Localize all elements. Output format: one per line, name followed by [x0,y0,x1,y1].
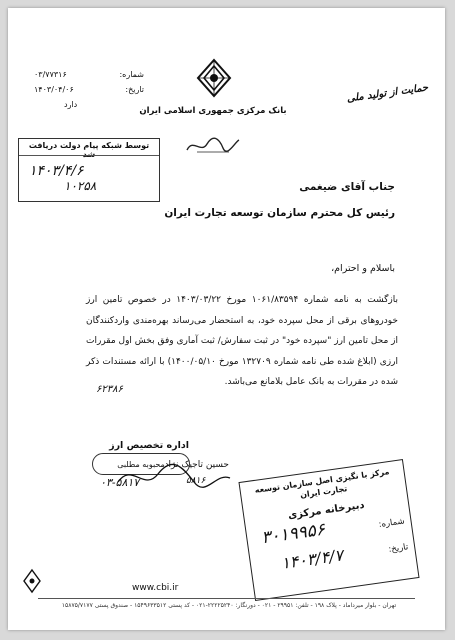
secretariat-number-label: شماره: [378,516,406,530]
secretariat-stamp-heading: مرکز با نگیزی اصل سازمان توسعه تجارت ایران [254,467,390,500]
signer-name: حسین تاجیک نژاد [164,460,229,470]
received-stamp-title: توسط شبکه پیام دولت دریافت شد [28,141,150,159]
secretariat-date: ۱۴۰۳/۴/۷ [279,545,345,573]
received-stamp-number: ۱۰۲۵۸ [64,179,97,193]
letter-attachment: دارد [64,100,78,109]
co-signer-hand-number: ۵۸۱۶ [186,476,206,486]
cbi-logo-icon [22,568,42,594]
letter-date: ۱۴۰۳/۰۴/۰۶ [34,85,74,94]
letter-page [8,8,445,630]
received-stamp-date: ۱۴۰۳/۴/۶ [29,163,84,179]
letter-body: بازگشت به نامه شماره ۱۰۶۱/۸۳۵۹۴ مورخ ۱۴۰۳/۰۳/۲۲ در خصوص تامین ارز خودروهای برقی از محل سپرده خود، به استحضار می‌رساند بهره‌مندی واردکنندگان از محل تامین ارز "سپرده خود" در ثبت سفارش/ ثبت آماری وفق بخش اول مقررات ارزی (ابلاغ شده طی نامه شماره ۱۳۲۷۰۹ مورخ ۱۴۰۰/۰۵/۱۰) با ارائه مستندات ذکر شده در مقررات به بانک عامل بلامانع می‌باشد. [86,295,398,387]
recipient-name: جناب آقای ضیغمی [299,181,395,193]
motto-text: حمایت از تولید ملی [346,82,429,105]
footer-address: تهران - بلوار میرداماد - پلاک ۱۹۸ - تلفن: ۲۹۹۵۱ - ۰۲۱ - دورنگار: ۲۲۲۲۵۲۴۰-۰۲۱ - کد پستی ۱۵۴۹۶۳۳۵۱۲ - صندوق پستی ۱۵۸۷۵/۷۱۷۷ [61,602,397,609]
letter-meta [34,70,144,115]
received-stamp [18,138,160,202]
secretariat-date-label: تاریخ: [387,542,409,555]
bank-logo-icon [196,58,232,98]
co-signer-name: محبوبه مطلبی [117,459,165,469]
signer-hand-number: ۰۳-۵۸۱۷ [100,476,140,489]
office-name: اداره تخصیص ارز [109,440,189,451]
website-link[interactable]: www.cbi.ir [132,583,179,593]
letter-number: ۰۳/۷۷۳۱۶ [34,70,67,79]
body-hand-code: ۶۲۳۸۶ [96,384,123,395]
recipient-title: رئیس کل محترم سازمان توسعه تجارت ایران [164,207,395,219]
footer-divider [38,598,415,599]
secretariat-number: ۳۰۱۹۹۵۶ [260,519,327,549]
bank-name: بانک مرکزی جمهوری اسلامی ایران [139,106,287,116]
letter-date-label: تاریخ: [125,85,144,94]
secretariat-stamp-title: دبیرخانه مرکزی [287,499,366,522]
salutation: باسلام و احترام، [331,263,395,274]
secretariat-stamp [238,459,419,601]
signature-icon [183,134,243,156]
letter-number-label: شماره: [119,70,144,79]
